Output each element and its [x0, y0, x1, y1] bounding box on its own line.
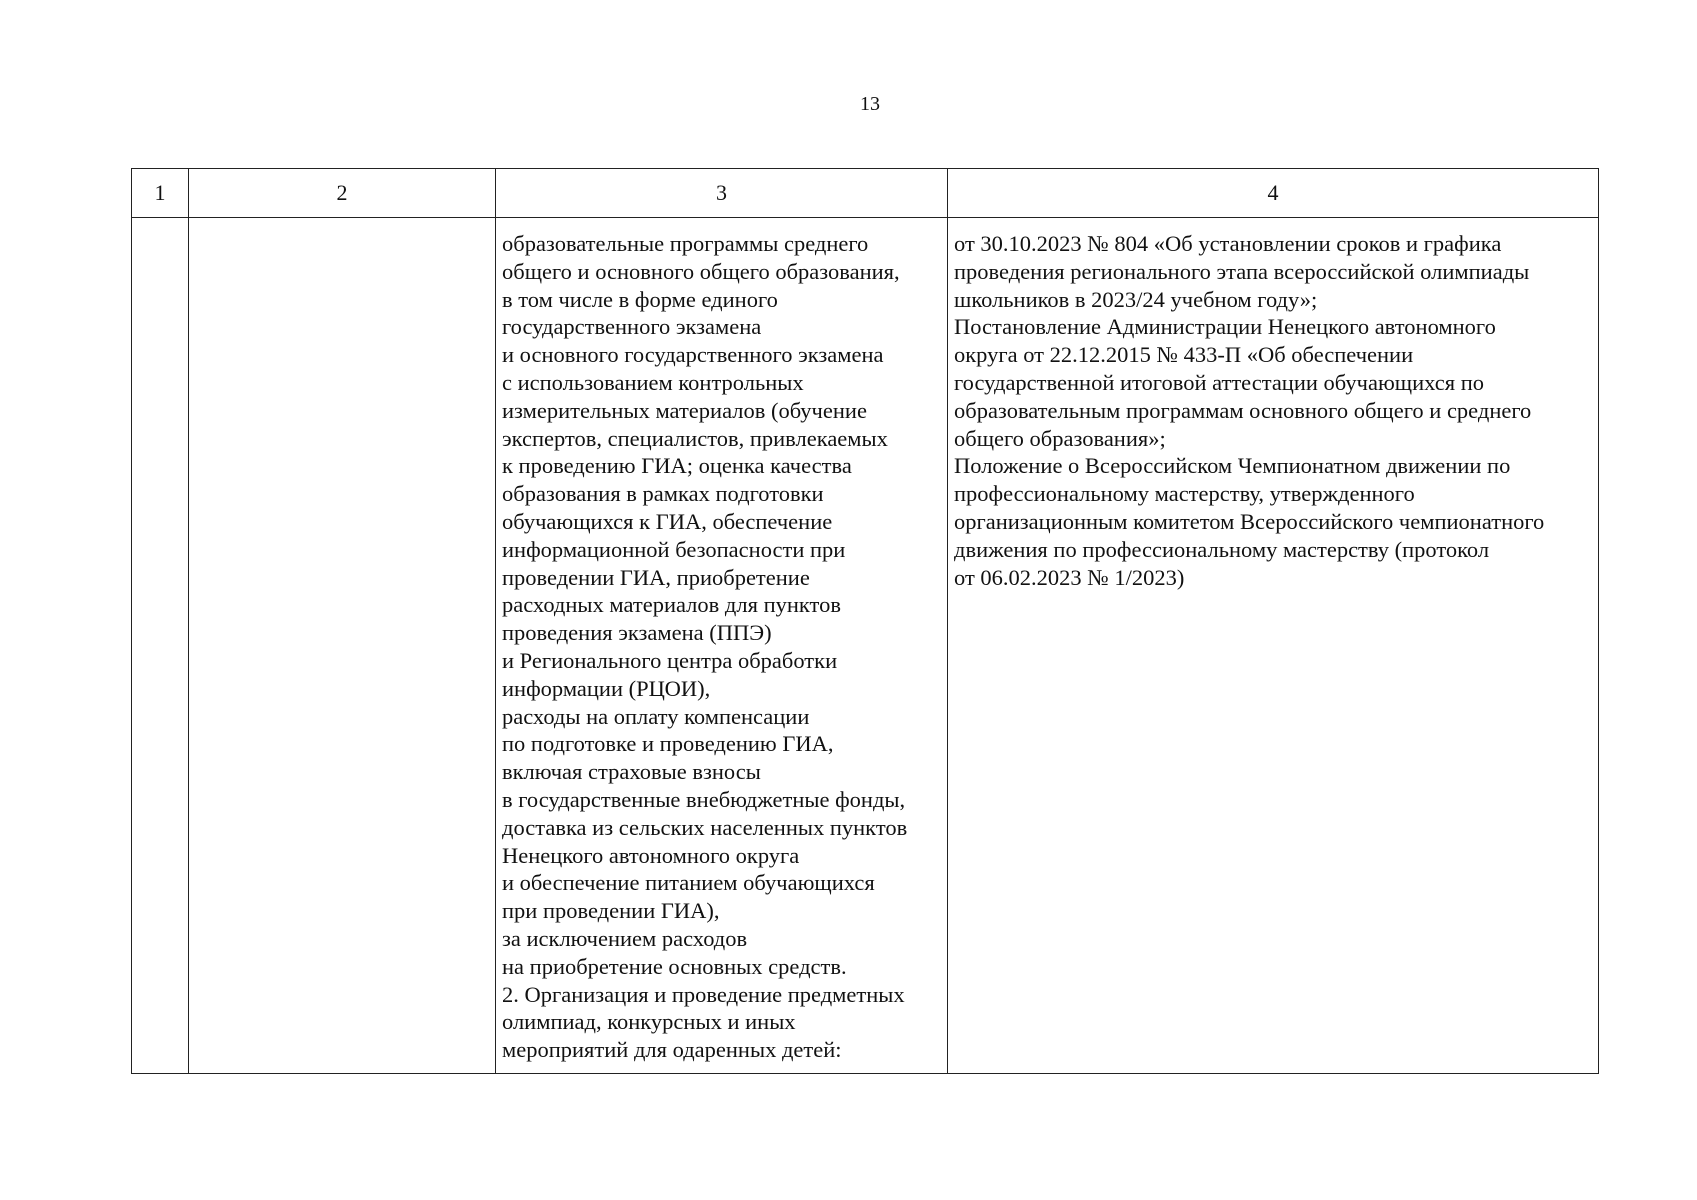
document-table [131, 168, 1599, 1074]
col-4-text [948, 218, 1598, 591]
col-3-line: расходных материалов для пунктов [502, 592, 841, 618]
col-4-line: профессиональному мастерству, утвержденного [954, 481, 1415, 507]
col-3-line: Ненецкого автономного округа [502, 842, 800, 868]
table-header-row [132, 169, 1599, 218]
col-4-line: государственной итоговой аттестации обучающихся по [954, 369, 1484, 395]
header-cell-1: 1 [132, 169, 189, 218]
col-3-text [496, 218, 947, 1064]
col-4-line: от 30.10.2023 № 804 «Об установлении сроков и графика [954, 231, 1502, 256]
col-3-line: олимпиад, конкурсных и иных [502, 1009, 796, 1035]
col-3-line: государственного экзамена [502, 314, 762, 340]
col-3-line: информации (РЦОИ), [502, 675, 711, 701]
col-4-line: движения по профессиональному мастерству (протокол [954, 536, 1490, 562]
col-3-line: измерительных материалов (обучение [502, 397, 867, 423]
col-4-line: общего образования»; [954, 425, 1166, 451]
col-3-line: образовательные программы среднего [502, 231, 869, 256]
cell-col-1 [132, 218, 189, 1074]
cell-col-2 [189, 218, 496, 1074]
col-3-line: экспертов, специалистов, привлекаемых [502, 425, 888, 451]
col-4-line: округа от 22.12.2015 № 433-П «Об обеспечении [954, 342, 1414, 368]
col-3-line: обучающихся к ГИА, обеспечение [502, 508, 833, 534]
col-3-line: в государственные внебюджетные фонды, [502, 786, 906, 812]
col-4-line: школьников в 2023/24 учебном году»; [954, 286, 1318, 312]
col-3-line: проведения экзамена (ППЭ) [502, 620, 772, 646]
col-3-line: 2. Организация и проведение предметных [502, 981, 905, 1007]
col-3-line: включая страховые взносы [502, 759, 761, 785]
col-4-line: организационным комитетом Всероссийского чемпионатного [954, 508, 1545, 534]
cell-col-3 [496, 218, 948, 1074]
col-3-line: и основного государственного экзамена [502, 342, 884, 368]
col-3-line: и обеспечение питанием обучающихся [502, 870, 875, 896]
cell-col-4 [948, 218, 1599, 1074]
col-4-line: Постановление Администрации Ненецкого автономного [954, 314, 1496, 340]
col-3-line: образования в рамках подготовки [502, 481, 824, 507]
col-4-line: образовательным программам основного общего и среднего [954, 397, 1532, 423]
col-3-line: по подготовке и проведению ГИА, [502, 731, 834, 757]
header-cell-4: 4 [948, 169, 1599, 218]
header-cell-3: 3 [496, 169, 948, 218]
page-number: 13 [860, 93, 880, 115]
col-4-line: от 06.02.2023 № 1/2023) [954, 564, 1185, 590]
col-4-line: проведения регионального этапа всероссийской олимпиады [954, 258, 1530, 284]
col-3-line: в том числе в форме единого [502, 286, 778, 312]
col-3-line: с использованием контрольных [502, 369, 804, 395]
header-cell-2: 2 [189, 169, 496, 218]
col-3-line: и Регионального центра обработки [502, 647, 838, 673]
col-3-line: расходы на оплату компенсации [502, 703, 810, 729]
col-3-line: общего и основного общего образования, [502, 258, 900, 284]
col-3-line: за исключением расходов [502, 925, 748, 951]
col-3-line: при проведении ГИА), [502, 898, 720, 924]
col-3-line: к проведению ГИА; оценка качества [502, 453, 852, 479]
col-3-line: проведении ГИА, приобретение [502, 564, 810, 590]
table-row [132, 218, 1599, 1074]
col-3-line: на приобретение основных средств. [502, 953, 847, 979]
col-3-line: мероприятий для одаренных детей: [502, 1037, 842, 1063]
col-4-line: Положение о Всероссийском Чемпионатном движении по [954, 453, 1511, 479]
col-3-line: доставка из сельских населенных пунктов [502, 814, 908, 840]
col-3-line: информационной безопасности при [502, 536, 846, 562]
